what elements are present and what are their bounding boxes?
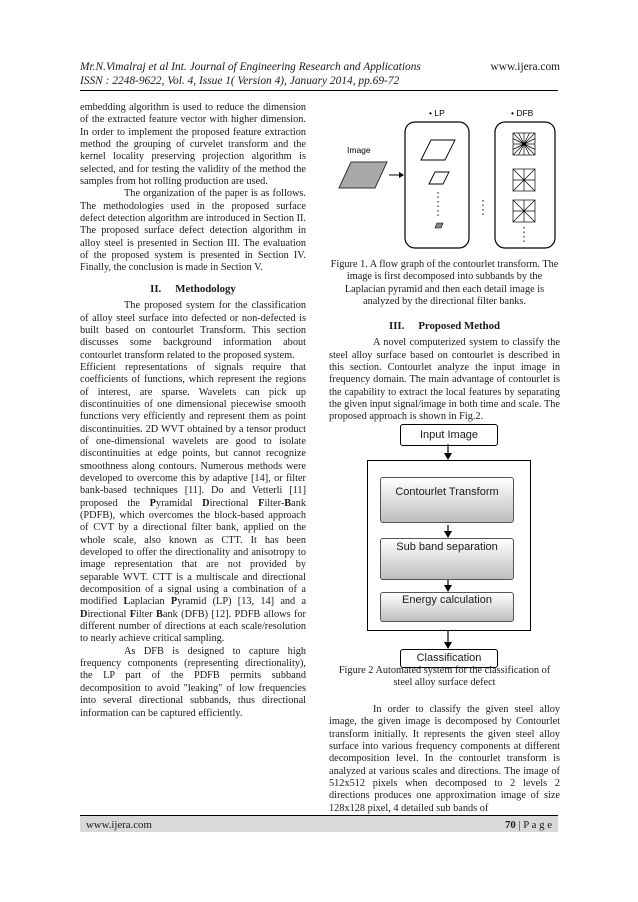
lp-box — [405, 122, 469, 248]
journal-citation: Mr.N.Vimalraj et al Int. Journal of Engineering Research and Applications — [80, 61, 421, 73]
figure2-caption: Figure 2 Automated system for the classification of steel alloy surface defect — [338, 665, 551, 689]
figure1-label-image: Image — [347, 145, 371, 155]
flow-energy-calculation: Energy calculation — [380, 592, 514, 622]
section-title: Proposed Method — [418, 320, 500, 332]
header-website: www.ijera.com — [490, 61, 560, 73]
figure1-label-lp: • LP — [429, 108, 445, 118]
issn-line: ISSN : 2248-9622, Vol. 4, Issue 1( Version 4), January 2014, pp.69-72 — [80, 75, 400, 87]
page-number: 70 — [504, 819, 516, 831]
flow-classification: Classification — [400, 649, 498, 668]
dfb-level-1 — [513, 133, 535, 155]
paragraph-intro-continued: embedding algorithm is used to reduce the dimension of the extracted feature vector with higher dimension. In order to implement the proposed feature extraction method the grouping of curvelet transform and the kernel locality preserving projection algorithm is selected, and for testing the validity of the method the samples from hot rolling production are used. — [80, 102, 306, 188]
right-column — [329, 314, 560, 424]
flow-contourlet-transform: Contourlet Transform — [380, 477, 514, 523]
running-header — [80, 60, 560, 88]
figure1-contourlet-flow-graph — [329, 102, 561, 252]
footer-website: www.ijera.com — [86, 819, 152, 831]
figure1-caption: Figure 1. A flow graph of the contourlet transform. The image is first decomposed into subbands by the Laplacian pyramid and then each detail image is analyzed by the directional filter banks. — [330, 259, 559, 308]
section-heading-proposed-method — [329, 320, 560, 332]
section-number: III. — [389, 320, 405, 332]
paragraph-contourlet-background: Efficient representations of signals require that coefficients of functions, which represent the regions of interest, are sparse. Wavelets can pick up discontinuities of one dimensional piecewise smooth functions very efficiently and represent them as point discontinuities. 2D WVT obtained by a tensor product of one-dimensional wavelets are good to isolate discontinuities at edge points, but cannot recognize smoothness along contours. Numerous methods were developed to overcome this by adaptive [14], or filter bank-based techniques [11]. Do and Vetterli [11] proposed the Pyramidal Directional Filter-Bank (PDFB), which overcomes the block-based approach of CVT by a directional filter bank, applied on the whole scale, also known as CTT. It has been developed to offer the directionality and anisotropy to image representation that are not provided by separable WVT. CTT is a multiscale and directional decomposition of a signal using a combination of a modified Laplacian Pyramid (LP) [13, 14] and a Directional Filter Bank (DFB) [12]. PDFB allows for different number of directions at each scale/resolution to nearly achieve critical sampling. — [80, 361, 307, 645]
dfb-level-2 — [513, 169, 535, 191]
section-title: Methodology — [175, 282, 236, 295]
section-number: II. — [150, 282, 162, 295]
section-heading-methodology — [80, 283, 306, 295]
header-rule — [80, 90, 558, 91]
page-label: | P a g e — [515, 819, 552, 831]
input-image-shape — [339, 162, 387, 188]
footer-page-number — [505, 817, 552, 833]
right-column-continued — [329, 704, 560, 815]
flow-input-image: Input Image — [400, 424, 498, 446]
paragraph-organization: The organization of the paper is as follows. The methodologies used in the proposed surface defect detection algorithm are introduced in Section II. The proposed surface defect detection algorithm in alloy steel is presented in Section III. The evaluation of the proposed system is presented in Section IV. Finally, the conclusion is made in Section V. — [80, 188, 306, 274]
page-footer — [80, 815, 558, 832]
paragraph-dfb: As DFB is designed to capture high frequency components (representing directionality), the LP part of the PDFB permits subband decomposition to avoid "leaking" of low frequencies into several directional subbands, thus directional information can be captured efficiently. — [80, 645, 306, 719]
figure1-label-dfb: • DFB — [511, 108, 534, 118]
arrowhead — [399, 172, 404, 178]
flow-subband-separation: Sub band separation — [380, 538, 514, 580]
paragraph-decomposition: In order to classify the given steel alloy image, the given image is decomposed by Contourlet transform initially. It represents the given steel alloy surface into various frequency components at different decomposition level. In the contourlet transform is analyzed at various scales and directions. The image of 512x512 pixels when decomposed to 2 levels 2 directions produces one approximation image of size 128x128 pixel, 4 detailed sub bands of — [329, 704, 560, 814]
dfb-box — [495, 122, 555, 248]
lp-level-1 — [421, 140, 455, 160]
paragraph-proposed-method: A novel computerized system to classify the steel alloy surface based on contourlet is described in this section. Contourlet analyze the input image in frequency domain. The main advantage of contourlet is the capability to extract the local features by separating the given input signal/image in both time and scale. The proposed approach is shown in Fig.2. — [329, 337, 560, 423]
paragraph-methodology-intro: The proposed system for the classification of alloy steel surface into defected or non-defected is built based on contourlet Transform. This section discusses some background information about contourlet transform related to the proposed system. — [80, 300, 306, 361]
dfb-level-3 — [513, 200, 535, 222]
lp-level-2 — [429, 172, 449, 184]
left-column — [80, 102, 306, 720]
lp-level-3 — [435, 223, 443, 228]
